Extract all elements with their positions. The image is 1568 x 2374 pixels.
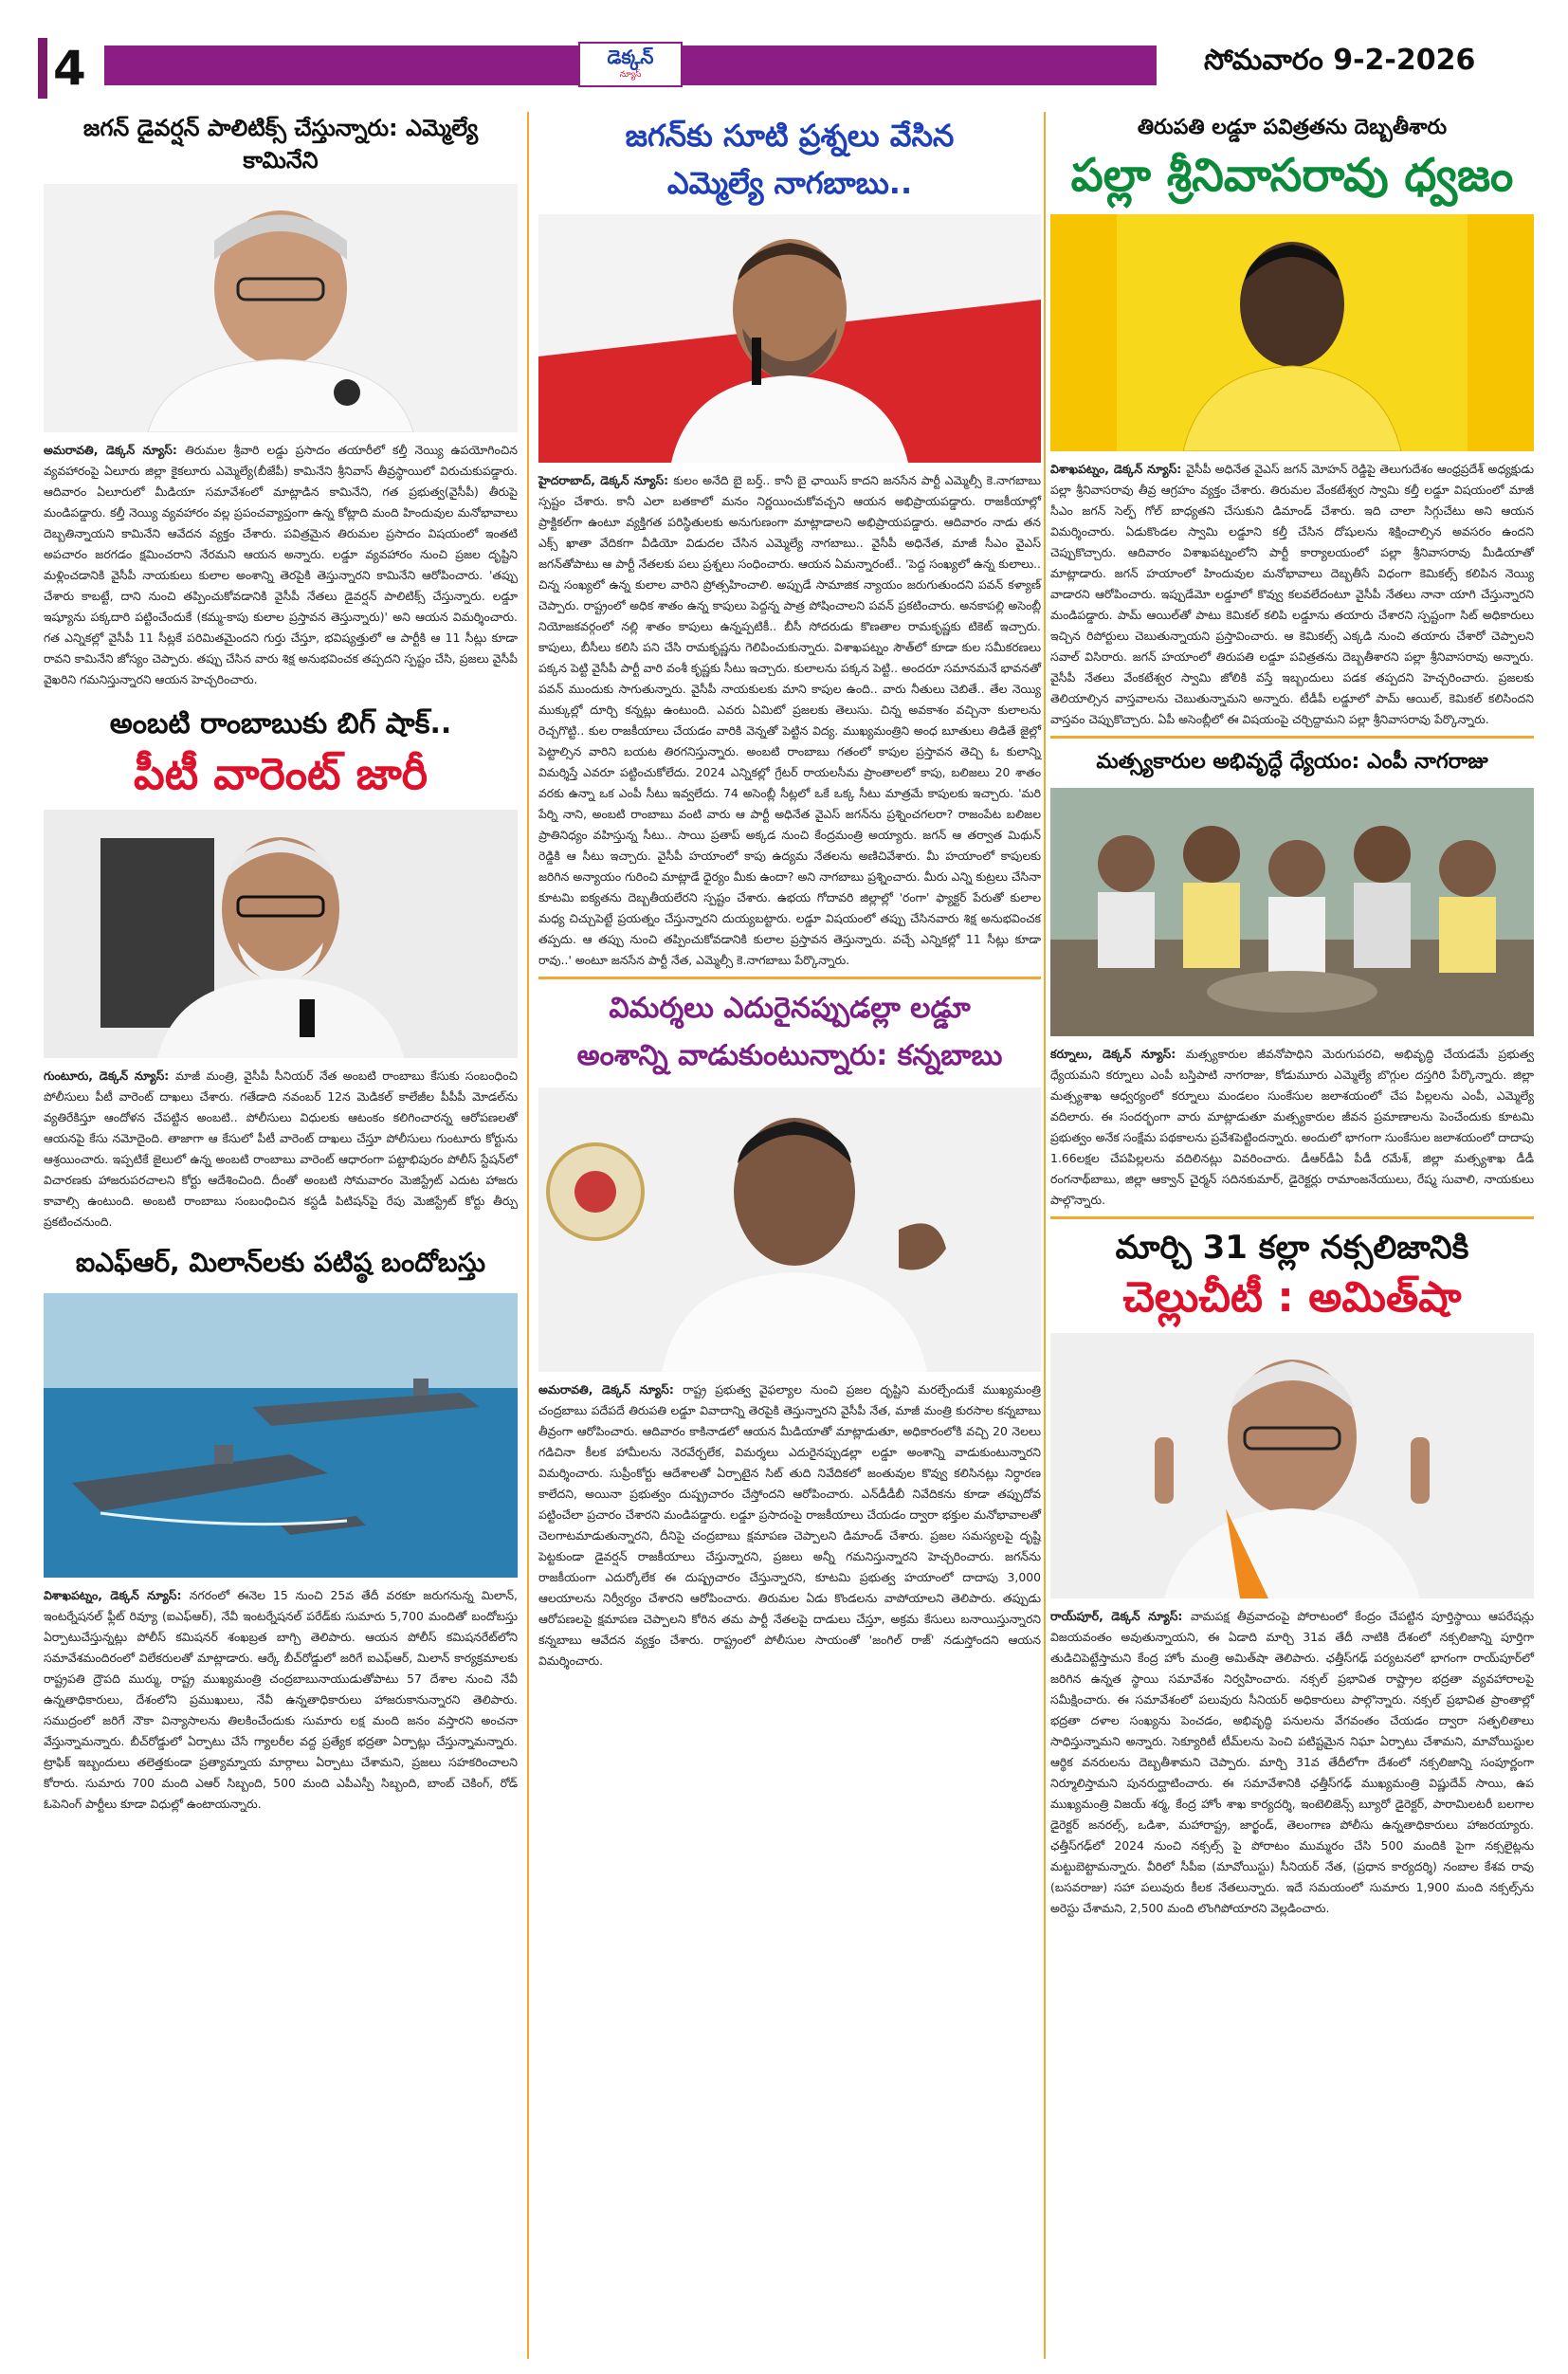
story-nagababu: హైదరాబాద్, డెక్కన్ న్యూస్: కులం అనేది బై బర్త్.. కానీ బై ఛాయిస్ కాదని జనసేన పార్టీ ఎమ్మెల్సీ కె.నాగబాబు స్పష్టం చేశారు. కానీ ఎలా బతకాలో మనం నిర్ణయించుకోవచ్చని ఆయన అభిప్రాయపడ్డారు. రాజకీయాల్లో ప్రాక్టికల్‌గా ఉంటూ వ్యక్తిగత పరిస్థితులకు అనుగుణంగా మాట్లాడాలని అభిప్రాయపడ్డారు. ఆదివారం నాడు తన ఎక్స్ ఖాతా వేదికగా వీడియో విడుదల చేసిన ఎమ్మెల్యే నాగబాబు.. వైసీపీ అధినేత, మాజీ సీఎం వైఎస్ జగన్‌తోపాటు ఆ పార్టీ నేతలకు పలు ప్రశ్నలు సంధించారు. ఆయన ఏమన్నారంటే.. 'పెద్ద సంఖ్యలో ఉన్న కులాలు.. చిన్న సంఖ్యలో ఉన్న కులాల వారిని ప్రోత్సహించాలి. అప్పుడే సామాజిక న్యాయం జరుగుతుందని పవన్ కళ్యాణ్ చెప్పారు. రాష్ట్రంలో అధిక శాతం ఉన్న కాపులు పెద్దన్న పాత్ర పోషించాలని పవన్ ప్రకటించారు. అనకాపల్లి అసెంబ్లీ నియోజకవర్గంలో నల్లి శాతం కాపులు ఉన్నప్పటికీ.. బీసీ సోదరుడు కొణతాల రామకృష్ణకు టికెట్ ఇచ్చారు. కాపులు, బీసీలు కలిసి పని చేసి రామకృష్ణను గెలిపించుకున్నారు. విశాఖపట్నం సౌత్‌లో కూడా కుల సమీకరణలు పక్కన పెట్టి వైసీపీ పార్టీ వారి వంశీ కృష్ణకు సీటు ఇచ్చారు. కులాలను పక్కన పెట్టి.. అందరూ సమానమనే భావనతో పవన్ ముందుకు సాగుతున్నారు. వైసీపీ నాయకులకు మాని కాపుల ఉంది.. వారు నీతులు చెబితే.. తేల నెయ్యి ముక్కుల్లో దూర్చి కన్నట్లు ఉంటుంది. ఎవరు ఏమిటో ప్రజలకు తెలుసు. చిన్న అవకాశం వచ్చినా కులాలను రెచ్చగొట్టి.. కుల రాజకీయాలు చేయడం వారికి వెన్నతో పెట్టిన విద్య. ముఖ్యమంత్రిని అంధ బూతులు తిడితే జైల్లో పెట్టాల్సిన వారిని బయట తిరగనిస్తున్నారు. అంబటి రాంబాబు గతంలో కాపుల ప్రస్తావన తెచ్చి ఓ కులాన్ని విమర్శిస్తే ఎవరూ పట్టించుకోలేదు. 2024 ఎన్నికల్లో గ్రేటర్ రాయలసీమ ప్రాంతాలలో కాపు, బలిజలు 20 శాతం వరకు ఉన్నా ఒక ఎంపీ సీటు ఇవ్వలేదు. 74 అసెంబ్లీ సీట్లలో ఒకే ఒక్క సీటు మాత్రమే కాపులకు ఇచ్చారు. 'మరి పేర్ని నాని, అంబటి రాంబాబు వంటి వారు ఆ పార్టీ అధినేత వైఎస్ జగన్‌ను ప్రశ్నించగలరా? రాజంపేట బలిజల ప్రాతినిధ్యం వహిస్తున్న సీటు.. సాయి ప్రతాప్ అక్కడ నుంచి కేంద్రమంత్రి అయ్యారు. జగన్ ఆ తర్వాత మిథున్ రెడ్డికి ఆ సీటు ఇచ్చారు. వైసీపీ హయాంలో కాపు ఉద్యమ నేతలను అణిచివేశారు. మీ హయాంలో కాపులకు జరిగిన అన్యాయం గురించి మాట్లాడే ధైర్యం మీకు ఉందా? అని నాగబాబు ప్రశ్నించారు. మీరు ఎన్ని కుట్రలు చేసినా కూటమి ఐక్యతను దెబ్బతీయలేరని స్పష్టం చేశారు. ఉభయ గోదావరి జిల్లాల్లో 'రంగా' ఫ్యాక్టర్ పేరుతో కులాల మధ్య చిచ్చుపెట్టే ప్రయత్నం చేస్తున్నారని దుయ్యబట్టారు. లడ్డూ విషయంలో తప్పు చేసినవారు శిక్ష అనుభవించక తప్పదు. ఆ తప్పు నుంచి తప్పించుకోవడానికి కులాల ప్రస్తావన తెస్తున్నారు. వచ్చే ఎన్నికల్లో 11 సీట్లు కూడా రావు..' అంటూ జనసేన పార్టీ నేత, ఎమ్మెల్సీ కె.నాగబాబు పేర్కొన్నారు. [538, 473, 1041, 967]
headline-nagababu-l1: జగన్‌కు సూటి ప్రశ్నలు వేసిన [625, 118, 955, 154]
headline-fishermen: మత్స్యకారుల అభివృద్ధే ధ్యేయం: ఎంపీ నాగరాజు [1096, 750, 1488, 774]
page-number: 4 [38, 38, 97, 99]
story-ambati: గుంటూరు, డెక్కన్ న్యూస్: మాజీ మంత్రి, వైసీపీ సీనియర్ నేత అంబటి రాంబాబు కేసుకు సంబంధించి పోలీసులు పీటీ వారెంట్ దాఖలు చేశారు. గతేడాది నవంబర్ 12న మెడికల్ కాలేజీల పీపీపీ మోడల్‌ను వ్యతిరేకిస్తూ ఆందోళన చేపట్టిన అంబటి.. పోలీసులు విధులకు ఆటంకం కలిగించారన్న ఆరోపణలతో ఆయనపై కేసు నమోదైంది. తాజాగా ఆ కేసులో పీటీ వారెంట్ దాఖలు చేస్తూ పోలీసులు గుంటూరు కోర్టును ఆశ్రయించారు. ఇప్పటికే జైలులో ఉన్న అంబటి రాంబాబు వారెంట్ ఆధారంగా పట్టాభిపురం పోలీస్ స్టేషన్‌లో విచారణకు హాజరుపరచాలని కోర్టు ఆదేశించింది. దీంతో అంబటి సోమవారం మెజిస్ట్రేట్ ఎదుట హాజరు కావాల్సి ఉంటుంది. అంబటి రాంబాబు సంబంధించిన కస్టడీ పిటిషన్‌పై రేపు మెజిస్ట్రేట్ కోర్టు తీర్పు ప్రకటించనుంది. [44, 1068, 518, 1229]
photo-nagababu [538, 214, 1041, 463]
photo-palla [1050, 214, 1534, 451]
headline-kannababu-l1: విమర్శలు ఎదురైనప్పుడల్లా లడ్డూ [609, 992, 971, 1025]
headline-ifr: ఐఎఫ్ఆర్, మిలాన్‌లకు పటిష్ఠ బందోబస్తు [75, 1247, 486, 1278]
newspaper-logo: డెక్కన్ న్యూస్ [578, 42, 683, 87]
photo-fish-release [1050, 788, 1534, 1036]
headline-ambati-main: పీటీ వారెంట్ జారీ [134, 748, 428, 799]
story-palla: విశాఖపట్నం, డెక్కన్ న్యూస్: వైసీపీ అధినేత వైఎస్ జగన్ మోహన్ రెడ్డిపై తెలుగుదేశం ఆంధ్రప్రదేశ్ అధ్యక్షుడు పల్లా శ్రీనివాసరావు తీవ్ర ఆగ్రహం వ్యక్తం చేశారు. తిరుమల వేంకటేశ్వర స్వామి కల్తీ లడ్డూ విషయంలో మాజీ సీఎం జగన్ సెల్ఫ్ గోల్ బాధ్యతని చేసుకుని డిమాండ్ చేశారు. ఇది చాలా సిగ్గుచేటు అని ఆయన విమర్శించారు. ఏడుకొండల స్వామి లడ్డూని కల్తీ చేసిన దోషులను శిక్షించాల్సిన అవసరం ఉందని చెప్పుకొచ్చారు. ఆదివారం విశాఖపట్నంలోని పార్టీ కార్యాలయంలో పల్లా శ్రీనివాసరావు మీడియాతో మాట్లాడారు. జగన్ హయాంలో హిందువుల మనోభావాలు దెబ్బతీసే విధంగా కెమికల్స్ కలిపిన నెయ్యి వాడారని ఆరోపించారు. ఇప్పుడేమో లడ్డూలో కొవ్వు కలవలేదంటూ వైసీపీ నేతలు నానా యాగి చేస్తున్నారని మండిపడ్డారు. పామ్ ఆయిల్‌తో పాటు కెమికల్ కలిపి లడ్డూను తయారు చేశారని స్పష్టంగా సిట్ అధికారులు ఇచ్చిన రిపోర్టులు చెబుతున్నాయని ప్రస్తావించారు. ఆ కెమికల్స్ ఎక్కడి నుంచి తయారు చేశారో చెప్పాలని సవాల్ విసిరారు. జగన్ హయాంలో తిరుపతి లడ్డూ పవిత్రతను దెబ్బతీశారని పల్లా శ్రీనివాసరావు అన్నారు. వైసీపీ నేతలు వేంకటేశ్వర స్వామి జోలికి వస్తే ఇబ్బందులు పడక తప్పదని హెచ్చరించారు. ప్రజలకు తెలియాల్సిన వాస్తవాలను చెబుతున్నామని అన్నారు. టీడీపీ లడ్డూలో పామ్ ఆయిల్, కెమికల్ కలిసిందని వాస్తవం చెప్పుకొచ్చారు. ఏపీ అసెంబ్లీలో ఈ విషయంపై చర్చిద్దామని పల్లా శ్రీనివాసరావు పేర్కొన్నారు. [1050, 462, 1535, 726]
story-ifr: విశాఖపట్నం, డెక్కన్ న్యూస్: నగరంలో ఈనెల 15 నుంచి 25వ తేదీ వరకూ జరుగనున్న మిలాన్, ఇంటర్నేషనల్ ఫ్లీట్ రివ్యూ (ఐఎఫ్ఆర్), నేవీ ఇంటర్నేషనల్ పరేడ్‌కు సుమారు 5,700 మందితో బందోబస్తు ఏర్పాటుచేస్తున్నట్లు పోలీస్ కమిషనర్ శంఖబ్రత బాగ్చి తెలిపారు. ఆయన పోలీస్ కమిషనరేట్‌లోని సమావేశమందిరంలో విలేకరులతో మాట్లాడారు. ఆర్కే బీచ్‌రోడ్డులో జరిగే ఐఎఫ్ఆర్, మిలాన్ కార్యక్రమాలకు రాష్ట్రపతి ద్రౌపది ముర్ము, రాష్ట్ర ముఖ్యమంత్రి చంద్రబాబునాయుడుతోపాటు 57 దేశాల నుంచి నేవీ ఉన్నతాధికారులు, దేశంలోని ప్రముఖులు, నేవీ ఉన్నతాధికారులు హాజరుకానున్నారని తెలిపారు. సముద్రంలో జరిగే నౌకా విన్యాసాలను తిలకించేందుకు సుమారు లక్ష మంది జనం వస్తారని అంచనా వేస్తున్నామన్నారు. బీచ్‌రోడ్డులో ఏర్పాటు చేసే గ్యాలరీల వద్ద ప్రత్యేక భద్రతా ఏర్పాట్లు చేస్తున్నామన్నారు. ట్రాఫిక్ ఇబ్బందులు తలెత్తకుండా ప్రత్యామ్నాయ మార్గాలు ఏర్పాటు చేశామని, ప్రజలు సహకరించాలని కోరారు. సుమారు 700 మంది ఎఆర్ సిబ్బంది, 500 మంది ఎపీఎస్పీ సిబ్బంది, బాంబ్ చెకింగ్, రోడ్ ఓపెనింగ్ పార్టీలు కూడా విధుల్లో ఉంటాయన్నారు. [44, 1588, 518, 1811]
headline-ambati-top: అంబటి రాంబాబుకు బిగ్ షాక్.. [109, 707, 452, 740]
column-3 [1050, 112, 1534, 1919]
headline-kannababu-l2: అంశాన్ని వాడుకుంటున్నారు: కన్నబాబు [576, 1039, 1003, 1072]
story-kamineni: అమరావతి, డెక్కన్ న్యూస్: తిరుమల శ్రీవారి లడ్డు ప్రసాదం తయారీలో కల్తీ నెయ్యి ఉపయోగించిన వ్యవహారంపై ఏలూరు జిల్లా కైకలూరు ఎమ్మెల్యే(బీజేపీ) కామినేని శ్రీనివాస్ తీవ్రస్థాయిలో విరుచుకుపడ్డారు. ఆదివారం ఏలూరులో మీడియా సమావేశంలో మాట్లాడిన కామినేని, గత ప్రభుత్వ(వైసీపీ) తీరుపై మండిపడ్డారు. కల్తీ నెయ్యి వ్యవహారం వల్ల ప్రపంచవ్యాప్తంగా ఉన్న కోట్లాది మంది హిందువుల మనోభావాలు దెబ్బతిన్నాయని కామినేని ఆవేదన వ్యక్తం చేశారు. పవిత్రమైన తిరుమల ప్రసాదం విషయంలో ఇంతటి అపచారం జరగడం క్షమించరాని నేరమని ఆయన అన్నారు. లడ్డూ వ్యవహారం నుంచి ప్రజల దృష్టిని మళ్లించడానికి వైసీపీ నాయకులు కులాల అంశాన్ని తెరపైకి తెస్తున్నారని కామినేని ఆరోపించారు. 'తప్పు చేశారు కాబట్టే, దాని నుంచి తప్పించుకోవడానికి వైసీపీ నేతలు డైవర్షన్ పాలిటిక్స్ చేస్తున్నారు. లడ్డూ ఇష్యూను పక్కదారి పట్టించేందుకే (కమ్మ-కాపు కులాల ప్రస్తావన తెస్తున్నారు)' అని ఆయన విమర్శించారు. గత ఎన్నికల్లో వైసీపీ 11 సీట్లకే పరిమితమైందని గుర్తు చేస్తూ, భవిష్యత్తులో ఆ పార్టీకి ఆ 11 సీట్లు కూడా రావని కామినేని జోస్యం చెప్పారు. తప్పు చేసిన వారు శిక్ష అనుభవించక తప్పదని స్పష్టం చేసి, ప్రజలు వైసీపీ వైఖరిని గమనిస్తున్నారని ఆయన హెచ్చరించారు. [44, 443, 518, 686]
column-2 [538, 112, 1041, 1671]
issue-date: సోమవారం 9-2-2026 [1204, 44, 1476, 77]
photo-ambati [44, 810, 518, 1058]
photo-amitshah [1050, 1333, 1534, 1598]
photo-kannababu [538, 1087, 1041, 1372]
photo-navy-ships [44, 1293, 518, 1578]
headline-amitshah-main: చెల్లుచీటీ : అమిత్‌షా [1122, 1273, 1462, 1322]
story-kannababu: అమరావతి, డెక్కన్ న్యూస్: రాష్ట్ర ప్రభుత్వ వైఫల్యాల నుంచి ప్రజల దృష్టిని మరల్చేందుకే ముఖ్యమంత్రి చంద్రబాబు పదేపదే తిరుపతి లడ్డూ వివాదాన్ని తెరపైకి తెస్తున్నారని వైసీపీ నేత, మాజీ మంత్రి కురసాల కన్నబాబు తీవ్రంగా ఆరోపించారు. ఆదివారం కాకినాడలో ఆయన మీడియాతో మాట్లాడుతూ, అధికారంలోకి వచ్చి 20 నెలలు గడిచినా కీలక హామీలను నెరవేర్చలేక, విమర్శలు ఎదురైనప్పుడల్లా లడ్డూ అంశాన్ని వాడుకుంటున్నారని విమర్శించారు. సుప్రీంకోర్టు ఆదేశాలతో ఏర్పాటైన సిట్ తుది నివేదికలో జంతువుల కొవ్వు కలిసినట్లు నిర్ధారణ కాలేదని, అయినా ప్రభుత్వం దుష్ప్రచారం చేస్తోందని ఆరోపించారు. ఎన్‌డీడీబీ నివేదికను కూడా తప్పుదోవ పట్టించేలా ప్రచారం చేశారని మండిపడ్డారు. లడ్డూ ప్రసాదంపై రాజకీయాలు చేయడం ద్వారా భక్తుల మనోభావాలతో చెలగాటమాడుతున్నారని, దీనిపై చంద్రబాబు క్షమాపణ చెప్పాలని డిమాండ్ చేశారు. ప్రజల సమస్యలపై దృష్టి పెట్టకుండా డైవర్షన్ రాజకీయాలు చేస్తున్నారని, ప్రజలు అన్నీ గమనిస్తున్నారని హెచ్చరించారు. జగన్‌ను రాజకీయంగా ఎదుర్కోలేక ఈ దుష్ప్రచారం చేస్తున్నారని, కూటమి ప్రభుత్వ హయాంలో దాదాపు 3,000 ఆలయాలను నిర్వీర్యం చేశారని ఆరోపించారు. తిరుమల ఏడు కొండలను వాపోయాలని తెలిపారు. తప్పుడు ఆరోపణలపై క్షమాపణ చెప్పాలని కోరిన తమ పార్టీ నేతలపై దాడులు చేస్తూ, అక్రమ కేసులు బనాయిస్తున్నారని కన్నబాబు ఆవేదన వ్యక్తం చేశారు. రాష్ట్రంలో పోలీసుల సాయంతో 'జంగిల్ రాజ్' నడుస్తోందని ఆయన విమర్శించారు. [538, 1382, 1041, 1668]
headline-palla-top: తిరుపతి లడ్డూ పవిత్రతను దెబ్బతీశారు [1137, 116, 1448, 139]
column-1 [44, 112, 518, 1815]
headline-amitshah-top: మార్చి 31 కల్లా నక్సలిజానికి [1115, 1229, 1469, 1267]
masthead [38, 38, 1536, 99]
story-divider [1050, 1216, 1534, 1219]
story-fishermen: కర్నూలు, డెక్కన్ న్యూస్: మత్స్యకారుల జీవనోపాధిని మెరుగుపరచి, అభివృద్ధి చేయడమే ప్రభుత్వ ధ్యేయమని కర్నూలు ఎంపీ బస్తిపాటి నాగరాజు, కోడుమూరు ఎమ్మెల్యే బొగ్గుల దస్తగిరి పేర్కొన్నారు. జిల్లా మత్స్యశాఖ ఆధ్వర్యంలో కర్నూలు మండలం సుంకేసుల జలాశయంలో చేప పిల్లలను ఎంపీ, ఎమ్మెల్యే వదిలారు. ఈ సందర్భంగా వారు మాట్లాడుతూ మత్స్యకారుల జీవన ప్రమాణాలను పెంచేందుకు కూటమి ప్రభుత్వం అనేక సంక్షేమ పథకాలను ప్రవేశపెట్టిందన్నారు. అందులో భాగంగా సుంకేసుల జలాశయంలో దాదాపు 1.66లక్షల చేపపిల్లలను వదిలినట్లు వివరించారు. డీఆర్‌డీఏ పీడీ రమేశ్, జిల్లా మత్స్యశాఖ డీడీ రంగనాథ్‌బాబు, జిల్లా ఆక్వాన్ చైర్మన్ సదినకుమార్, డైరెక్టర్లు రామాంజనేయులు, రేష్మ సువాలి, నాయకులు పాల్గొన్నారు. [1050, 1047, 1534, 1207]
headline-kamineni: జగన్ డైవర్షన్ పాలిటిక్స్ చేస్తున్నారు: ఎమ్మెల్యే కామినేని [82, 115, 479, 173]
column-divider [527, 112, 529, 2359]
story-divider [538, 977, 1041, 979]
photo-kamineni [44, 184, 518, 432]
headline-nagababu-l2: ఎమ్మెల్యే నాగబాబు.. [666, 165, 913, 201]
column-divider [1044, 112, 1046, 2359]
headline-palla-main: పల్లా శ్రీనివాసరావు ధ్వజం [1070, 149, 1514, 202]
story-amitshah: రాయ్‌పూర్, డెక్కన్ న్యూస్: వామపక్ష తీవ్రవాదంపై పోరాటంలో కేంద్రం చేపట్టిన పూర్తిస్థాయి ఆపరేషన్లు విజయవంతం అవుతున్నాయని, ఈ ఏడాది మార్చి 31వ తేదీ నాటికి దేశంలో నక్సలిజాన్ని పూర్తిగా తుడిచిపెట్టేస్తామని కేంద్ర హోం మంత్రి అమిత్‌షా తెలిపారు. ఛత్తీస్‌గఢ్ పర్యటనలో భాగంగా రాయ్‌పూర్‌లో జరిగిన ఉన్నత స్థాయి సమావేశం నిర్వహించారు. నక్సల్ ప్రభావిత రాష్ట్రాల భద్రతా వ్యవహారాలపై సమీక్షించారు. ఈ సమావేశంలో పలువురు సీనియర్ అధికారులు పాల్గొన్నారు. నక్సల్ ప్రభావిత ప్రాంతాల్లో భద్రతా దళాల సంఖ్యను పెంచడం, అభివృద్ధి పనులను వేగవంతం చేయడం ద్వారా సత్ఫలితాలు సాధిస్తున్నామని అన్నారు. సెక్యూరిటీ టీమ్‌లను పెంచి పటిష్టమైన నిఘా ఏర్పాటు చేశామని, మావోయిస్టుల ఆర్థిక వనరులను దెబ్బతీశామని చెప్పారు. మార్చి 31వ తేదీలోగా దేశంలో నక్సలిజాన్ని సంపూర్ణంగా నిర్మూలిస్తామని పునరుద్ఘాటించారు. ఈ సమావేశానికి ఛత్తీస్‌గఢ్ ముఖ్యమంత్రి విష్ణుదేవ్ సాయి, ఉప ముఖ్యమంత్రి విజయ్ శర్మ, కేంద్ర హోం శాఖ కార్యదర్శి, ఇంటెలిజెన్స్ బ్యూరో డైరెక్టర్, పారామిలటరీ బలగాల డైరెక్టర్ జనరల్స్, ఒడిశా, మహారాష్ట్ర, జార్ఖండ్, తెలంగాణ పోలీసు ఉన్నతాధికారులు హాజరయ్యారు. ఛత్తీస్‌గఢ్‌లో 2024 నుంచి నక్సల్స్‌ పై పోరాటం ముమ్మరం చేసి 500 మందికి పైగా నక్సలైట్లను మట్టుబెట్టామన్నారు. వీరిలో సీపీఐ (మావోయిస్టు) సీనియర్ నేత, (ప్రధాన కార్యదర్శి) నంబాల కేశవ రావు (బసవరాజు) సహా పలువురు కీలక నేతలున్నారు. ఇదే సమయంలో సుమారు 1,900 మంది నక్సల్స్‌ను అరెస్టు చేశామని, 2,500 మంది లొంగిపోయారని వెల్లడించారు. [1050, 1609, 1534, 1915]
story-divider [1050, 736, 1534, 739]
